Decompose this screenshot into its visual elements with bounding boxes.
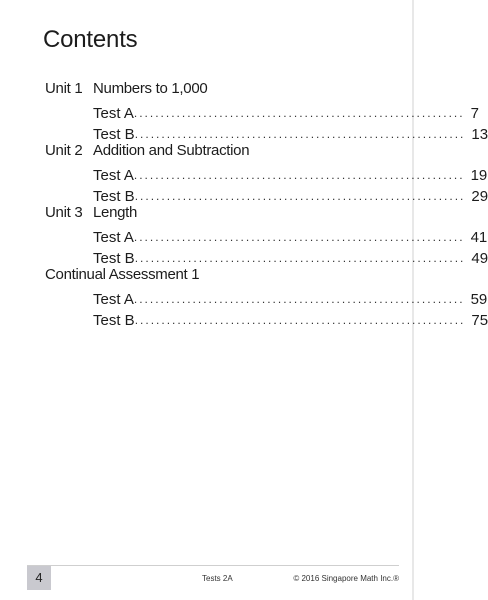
toc-entry-unit2-test-a[interactable] [93,163,488,184]
toc-continual-assessment-1[interactable] [45,266,199,287]
toc-entry-unit1-test-b[interactable] [93,122,488,143]
dot-leader: .............................................................. [134,127,466,141]
entry-page: 41 [470,229,488,246]
entry-page: 19 [470,167,488,184]
toc-entry-ca1-test-a[interactable] [93,287,488,308]
toc-entry-unit2-test-b[interactable] [93,184,488,205]
entry-label: Test A [93,229,134,246]
book-title: Tests 2A [202,574,233,583]
copyright-notice: © 2016 Singapore Math Inc.® [293,574,399,583]
unit-number: Unit 1 [45,80,83,97]
page-number: 4 [27,566,51,590]
dot-leader: .............................................................. [133,292,465,306]
entry-page: 49 [471,250,488,267]
entry-label: Test B [93,312,135,329]
page-footer [27,565,399,590]
unit-number: Unit 2 [45,142,83,159]
entry-page: 59 [470,291,488,308]
entry-label: Test B [93,250,135,267]
unit-title: Numbers to 1,000 [93,80,208,97]
toc-unit-3[interactable] [45,204,137,225]
unit-title: Addition and Subtraction [93,142,250,159]
entry-label: Test B [93,126,135,143]
entry-label: Test B [93,188,135,205]
entry-page: 13 [471,126,488,143]
unit-title: Continual Assessment 1 [45,266,200,283]
dot-leader: .............................................................. [133,168,465,182]
page-title: Contents [43,26,138,53]
toc-entry-ca1-test-b[interactable] [93,308,488,329]
entry-label: Test A [93,291,134,308]
toc-entry-unit3-test-b[interactable] [93,246,488,267]
toc-unit-2[interactable] [45,142,249,163]
entry-page: 75 [471,312,488,329]
toc-entry-unit3-test-a[interactable] [93,225,488,246]
toc-unit-1[interactable] [45,80,207,101]
dot-leader: .............................................................. [134,251,466,265]
entry-page: 29 [471,188,488,205]
dot-leader: .............................................................. [134,313,466,327]
unit-title: Length [93,204,138,221]
dot-leader: .............................................................. [133,106,465,120]
entry-label: Test A [93,105,134,122]
dot-leader: .............................................................. [134,189,466,203]
entry-page: 7 [470,105,479,122]
toc-entry-unit1-test-a[interactable] [93,101,479,122]
entry-label: Test A [93,167,134,184]
unit-number: Unit 3 [45,204,83,221]
dot-leader: .............................................................. [133,230,465,244]
